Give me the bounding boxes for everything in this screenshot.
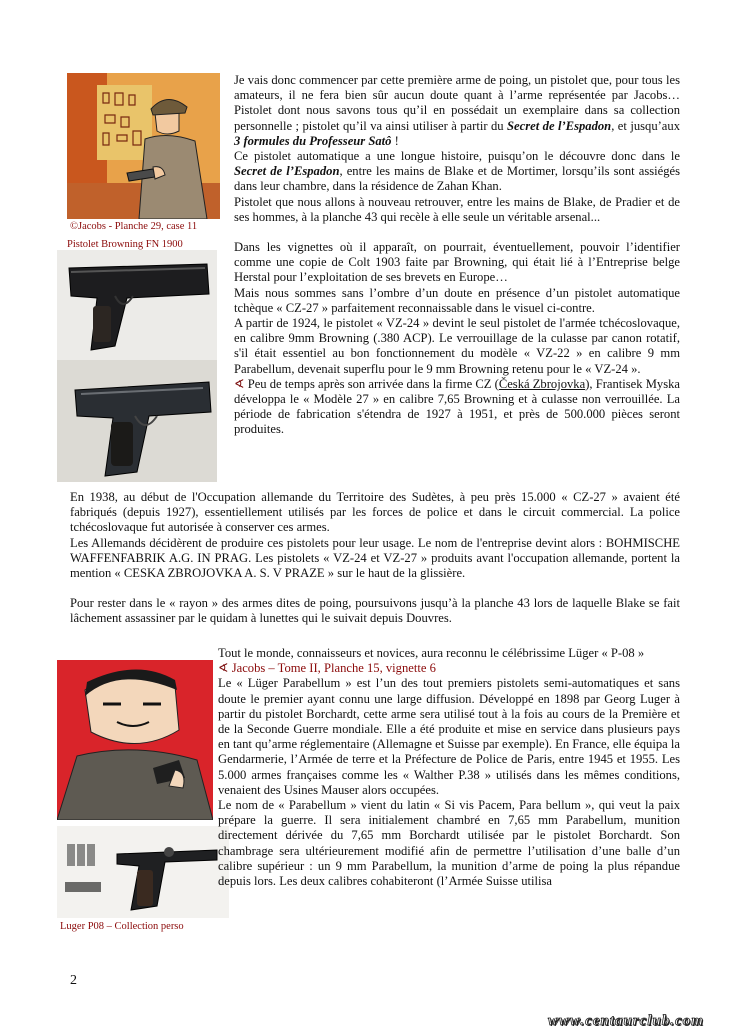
paragraph-10: Pour rester dans le « rayon » des armes dites de poing, poursuivons jusqu’à la planche 43 lors de laquelle Blake se fait lâchement assassiner par le quidam à lunettes qui le suivait depuis Douvres. [70,596,680,626]
luger-caption: Luger P08 – Collection perso [60,921,184,932]
blake-comic-panel-image [57,660,213,820]
fullwidth-text [70,490,680,627]
paragraph-11: Tout le monde, connaisseurs et novices, aura reconnu le célébrissime Lüger « P-08 » [218,646,645,660]
arrow-icon: ∢ [234,376,245,391]
watermark-url: www.centaurclub.com [548,1013,704,1029]
browning-pistol-photo [57,250,217,360]
paragraph-3: Pistolet que nous allons à nouveau retrouver, entre les mains de Blake, de Pradier et de ses hommes, à la planche 43 qui recèle à elle seule un véritable arsenal... [234,194,680,224]
paragraph-8: En 1938, au début de l'Occupation allemande du Territoire des Sudètes, à peu près 15.000 « CZ-27 » avaient été fabriqués (depuis 1927), essentiellement utilisés par les forces de police et dans le circuit commercial. La police tchécoslovaque fut autorisée à conserver ces armes. [70,490,680,535]
column-top-text [234,73,680,438]
paragraph-7: ∢ Peu de temps après son arrivée dans la firme CZ (Česká Zbrojovka), Frantisek Myska développa le « Modèle 27 » en calibre 7,65 Browning et à culasse non verrouillée. La période de fabrication s'étendra de 1927 à 1951, et près de 500.000 pièces seront produites. [234,376,680,437]
column-bottom-text [218,646,680,889]
figure-reference: ∢ Jacobs – Tome II, Planche 15, vignette 6 [218,661,436,676]
title-secret-espadon: Secret de l’Espadon [507,118,612,133]
paragraph-1: Je vais donc commencer par cette première arme de poing, un pistolet que, pour tous les amateurs, il ne fera bien sûr aucun doute quant à l’arme représentée par Jacobs… Pistolet dont nous savons tous qu’il en possédait un exemplaire dans sa collection personnelle ; pistolet qu’il va ainsi utiliser à partir du Secret de l’Espadon, et jusqu’aux 3 formules du Professeur Satô ! [234,73,680,148]
comic-panel-image [67,73,220,219]
paragraph-13: Le nom de « Parabellum » vient du latin « Si vis Pacem, Para bellum », qui veut la paix prépare la guerre. Il sera initialement chambré en 7,65 mm Parabellum, munition directement dérivée du 7,65 mm Borchardt utilisée par le pistolet Borchardt. Son chambrage sera ultérieurement modifié afin de permettre l’utilisation d’une balle d’un calibre supérieur : un 9 mm Parabellum, la munition d’arme de poing la plus répandue depuis lors. Les deux calibres cohabiteront (l’Armée Suisse utilisa [218,798,680,889]
paragraph-6: A partir de 1924, le pistolet « VZ-24 » devint le seul pistolet de l'armée tchécoslovaque, en calibre 9mm Browning (.380 ACP). Le verrouillage de la culasse par canon rotatif, s'il était essentiel au bon fonctionnement du modèle « VZ-22 » en calibre 9 mm Parabellum, devenait superflu pour le 9 mm Browning retenu pour le « VZ-24 ». [234,316,680,376]
browning-caption: Pistolet Browning FN 1900 [67,239,183,250]
arrow-icon: ∢ [218,661,229,676]
paragraph-9: Les Allemands décidèrent de produire ces pistolets pour leur usage. Le nom de l'entreprise devint alors : BOHMISCHE WAFFENFABRIK A.G. IN PRAG. Les pistolets « VZ-24 et VZ-27 » produits avant l'occupation allemande, portent la mention « CESKA ZBROJOVKA A. S. V PRAZE » sur le haut de la glissière. [70,535,680,581]
paragraph-2: Ce pistolet automatique a une longue histoire, puisqu’on le découvre donc dans le Secret de l’Espadon, entre les mains de Blake et de Mortimer, lorsqu’ils sont assiégés dans leur chambre, dans la résidence de Zahan Khan. [234,149,681,194]
title-trois-formules: 3 formules du Professeur Satô [234,133,392,148]
paragraph-12: Le « Lüger Parabellum » est l’un des tout premiers pistolets semi-automatiques et sans doute le premier ayant connu une large diffusion. Développé en 1898 par Georg Luger à partir du pistolet Borchardt, cette arme sera utilisé tout à la fois au cours de la Première et de la Seconde Guerre mondiale. Elle a été produite et mise en service dans plusieurs pays en tant qu’arme réglementaire (Allemagne et Suisse par exemple). En France, elle équipa la Gendarmerie, l’Armée de terre et la Préfecture de Police de Paris, entre 1945 et 1955. Les 5.000 armes françaises comme les « Walther P.38 » utilisés dans les mêmes conditions, venaient des Usines Mauser alors occupées. [218,676,680,797]
page-number: 2 [70,973,77,988]
luger-p08-photo [57,826,229,918]
comic-panel-caption: ©Jacobs - Planche 29, case 11 [70,221,198,232]
paragraph-5: Mais nous sommes sans l’ombre d’un doute en présence d’un pistolet automatique tchèque « CZ-27 » parfaitement reconnaissable dans le visuel ci-contre. [234,285,680,315]
cz27-pistol-photo [57,360,217,482]
ceska-zbrojovka-link[interactable]: Česká Zbrojovka [498,376,586,391]
paragraph-4: Dans les vignettes où il apparaît, on pourrait, éventuellement, pouvoir l’identifier comme une copie de Colt 1903 faite par Browning, qui était lié à l’Entreprise belge Herstal pour l’exploitation de ses brevets en Europe… [234,240,680,285]
title-secret-espadon-2: Secret de l’Espadon [234,164,340,179]
